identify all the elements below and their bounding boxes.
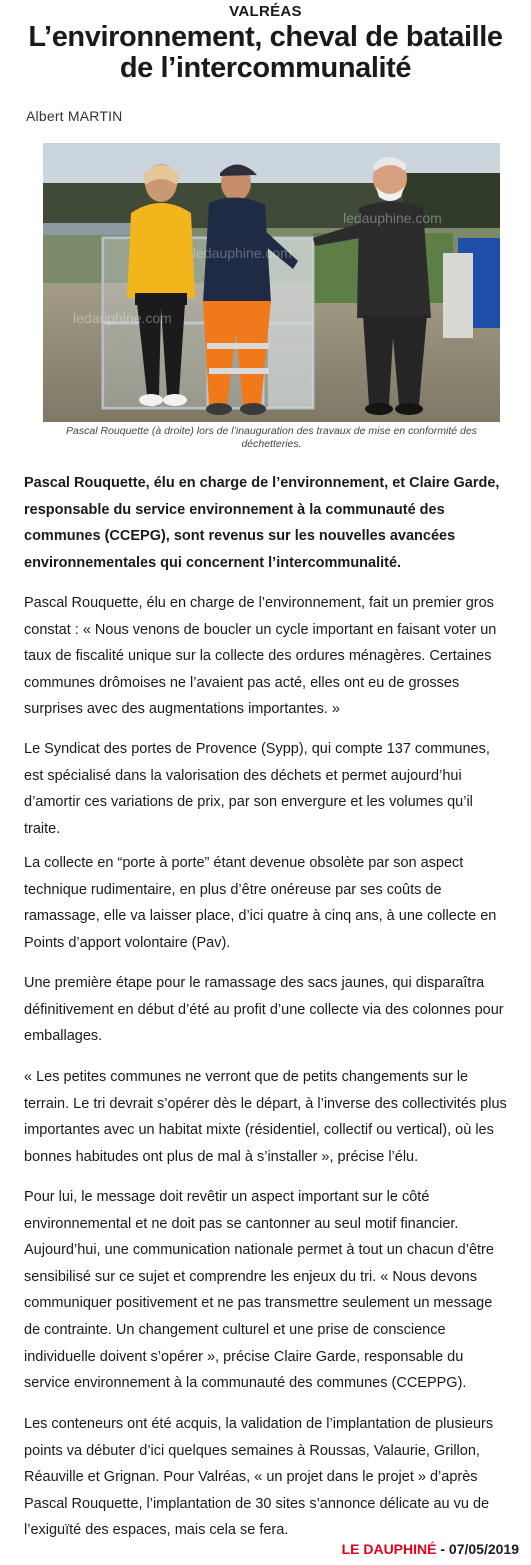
source-footer (342, 1541, 519, 1557)
article-paragraph: Les conteneurs ont été acquis, la validation de l’implantation de plusieurs points va débuter d’ici quelques semaines à Roussas, Valaurie, Grillon, Réauville et Grignan. Pour Valréas, « un projet dans le projet » d’après Pascal Rouquette, l’implantation de 30 sites s’annonce délicate au vu de l’exiguïté des espaces, mais cela se fera. (24, 1416, 494, 1539)
source-name: LE DAUPHINÉ (341, 1541, 437, 1557)
article-paragraph: Le Syndicat des portes de Provence (Sypp), qui compte 137 communes, est spécialisé dans la valorisation des déchets et permet aujourd’hui d’amortir ces variations de prix, par son envergure et les volumes qu’il traite. (24, 741, 490, 837)
article-paragraph: Pour lui, le message doit revêtir un aspect important sur le côté environnemental et ne doit pas se cantonner au seul motif financier. Aujourd’hui, une communication nationale permet à tout un chacun d’être sensibilisé sur ce sujet et comprendre les enjeux du tri. « Nous devons communiquer positivement et ne pas transmettre seulement un message de contrainte. Un changement culturel et une prise de conscience individuelle doivent s’opérer », précise Claire Garde, responsable du service environnement à la communauté des communes (CCEPPG). (24, 1189, 494, 1392)
article-paragraph: La collecte en “porte à porte” étant devenue obsolète par son aspect technique rudimentaire, en plus d’être onéreuse par ses coûts de ramassage, elle va laisser place, d’ici quatre à cinq ans, à une collecte en Points d’apport volontaire (Pav). (24, 855, 497, 951)
photo-watermark: ledauphine.com (193, 245, 292, 261)
photo-watermark: ledauphine.com (73, 310, 172, 326)
publication-date: 07/05/2019 (448, 1541, 519, 1557)
article-paragraph: Une première étape pour le ramassage des sacs jaunes, qui disparaîtra définitivement en début d’été au profit d’une collecte via des colonnes pour emballages. (24, 975, 504, 1045)
photo-three-people-at-gate-icon (43, 143, 500, 422)
article-kicker: VALRÉAS (229, 3, 302, 20)
article-author: Albert MARTIN (26, 108, 123, 124)
source-separator: - (436, 1541, 449, 1557)
article-paragraph: « Les petites communes ne verront que de petits changements sur le terrain. Le tri devrait s’opérer dès le départ, à l’inverse des collectivités plus importantes avec un habitat mixte (résidentiel, collectif ou vertical), où les bonnes habitudes ont plus de mal à s’installer », précise l’élu. (24, 1069, 507, 1165)
article-lead: Pascal Rouquette, élu en charge de l’environnement, et Claire Garde, responsable du service environnement à la communauté des communes (CCEPG), sont revenus sur les nouvelles avancées environnementales qui concernent l’intercommunalité. (24, 475, 500, 571)
photo-caption: Pascal Rouquette (à droite) lors de l’inauguration des travaux de mise en conformité des déchetteries. (66, 425, 477, 450)
photo-watermark: ledauphine.com (343, 210, 442, 226)
article-paragraph: Pascal Rouquette, élu en charge de l’environnement, fait un premier gros constat : « Nous venons de boucler un cycle important en faisant voter un taux de fiscalité unique sur la collecte des ordures ménagères. Certaines communes drômoises ne l’avaient pas acté, elles ont eu de grosses surprises avec des augmentations importantes. » (24, 595, 497, 718)
article-headline: L’environnement, cheval de bataille de l’intercommunalité (28, 21, 503, 84)
article-photo (43, 143, 500, 422)
